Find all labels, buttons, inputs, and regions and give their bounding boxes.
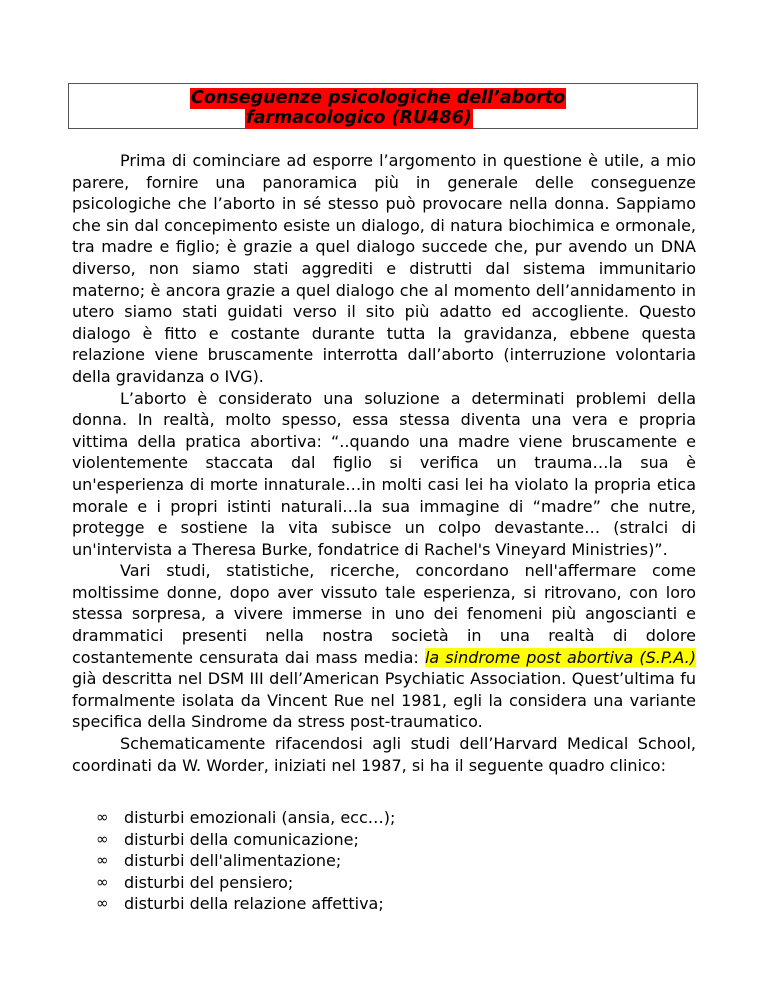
paragraph-1: Prima di cominciare ad esporre l’argomento in questione è utile, a mio parere, fornire una panoramica più in generale delle conseguenze psicologiche che l’aborto in sé stesso può provocare nella donna. Sappiamo che sin dal concepimento esiste un dialogo, di natura biochimica e ormonale, tra madre e figlio; è grazie a quel dialogo succede che, pur avendo un DNA diverso, non siamo stati aggrediti e distrutti dal sistema immunitario materno; è ancora grazie a quel dialogo che al momento dell’annidamento in utero siamo stati guidati verso il sito più adatto ed accogliente. Questo dialogo è fitto e costante durante tutta la gravidanza, ebbene questa relazione viene bruscamente interrotta dall’aborto (interruzione volontaria della gravidanza o IVG). [72, 151, 696, 386]
paragraph-3-text-before: Vari studi, statistiche, ricerche, concordano nell'affermare come moltissime donne, dopo aver vissuto tale esperienza, si ritrovano, con loro stessa sorpresa, a vivere immerse in uno dei fenomeni più angoscianti e drammatici presenti nella nostra società in una realtà di dolore costantemente censurata dai mass media: [72, 561, 696, 667]
list-item [96, 893, 395, 915]
title-box [68, 83, 698, 129]
list-item-text: disturbi dell'alimentazione; [124, 851, 342, 871]
infinity-bullet-icon: ∞ [96, 894, 109, 913]
list-item [96, 872, 395, 894]
paragraph-3-text-after: già descritta nel DSM III dell’American Psychiatic Association. Quest’ultima fu formalmente isolata da Vincent Rue nel 1981, egli la considera una variante specifica della Sindrome da stress post-traumatico. [72, 669, 696, 732]
list-item-text: disturbi della relazione affettiva; [124, 894, 384, 914]
list-item [96, 850, 395, 872]
document-body [72, 150, 696, 776]
paragraph-3-highlight: la sindrome post abortiva (S.P.A.) [424, 647, 696, 667]
paragraph-3 [72, 560, 696, 733]
list-item-text: disturbi della comunicazione; [124, 829, 359, 849]
infinity-bullet-icon: ∞ [96, 829, 109, 848]
infinity-bullet-icon: ∞ [96, 851, 109, 870]
paragraph-4: Schematicamente rifacendosi agli studi dell’Harvard Medical School, coordinati da W. Worder, iniziati nel 1987, si ha il seguente quadro clinico: [72, 734, 696, 775]
symptom-list [96, 807, 395, 915]
list-item-text: disturbi emozionali (ansia, ecc…); [124, 808, 396, 827]
list-item-text: disturbi del pensiero; [124, 872, 294, 892]
infinity-bullet-icon: ∞ [96, 808, 109, 826]
document-title-line-2: farmacologico (RU486) [246, 108, 472, 128]
list-item [96, 829, 395, 851]
list-item [96, 807, 395, 829]
document-title-line-1: Conseguenze psicologiche dell’aborto [191, 88, 566, 108]
paragraph-2: L’aborto è considerato una soluzione a determinati problemi della donna. In realtà, molto spesso, essa stessa diventa una vera e propria vittima della pratica abortiva: “..quando una madre viene bruscamente e violentemente staccata dal figlio si verifica un trauma…la sua è un'esperienza di morte innaturale…in molti casi lei ha violato la propria etica morale e i propri istinti naturali…la sua immagine di “madre” che nutre, protegge e sostiene la vita subisce un colpo devastante… (stralci di un'intervista a Theresa Burke, fondatrice di Rachel's Vineyard Ministries)”. [72, 388, 696, 559]
infinity-bullet-icon: ∞ [96, 872, 109, 891]
